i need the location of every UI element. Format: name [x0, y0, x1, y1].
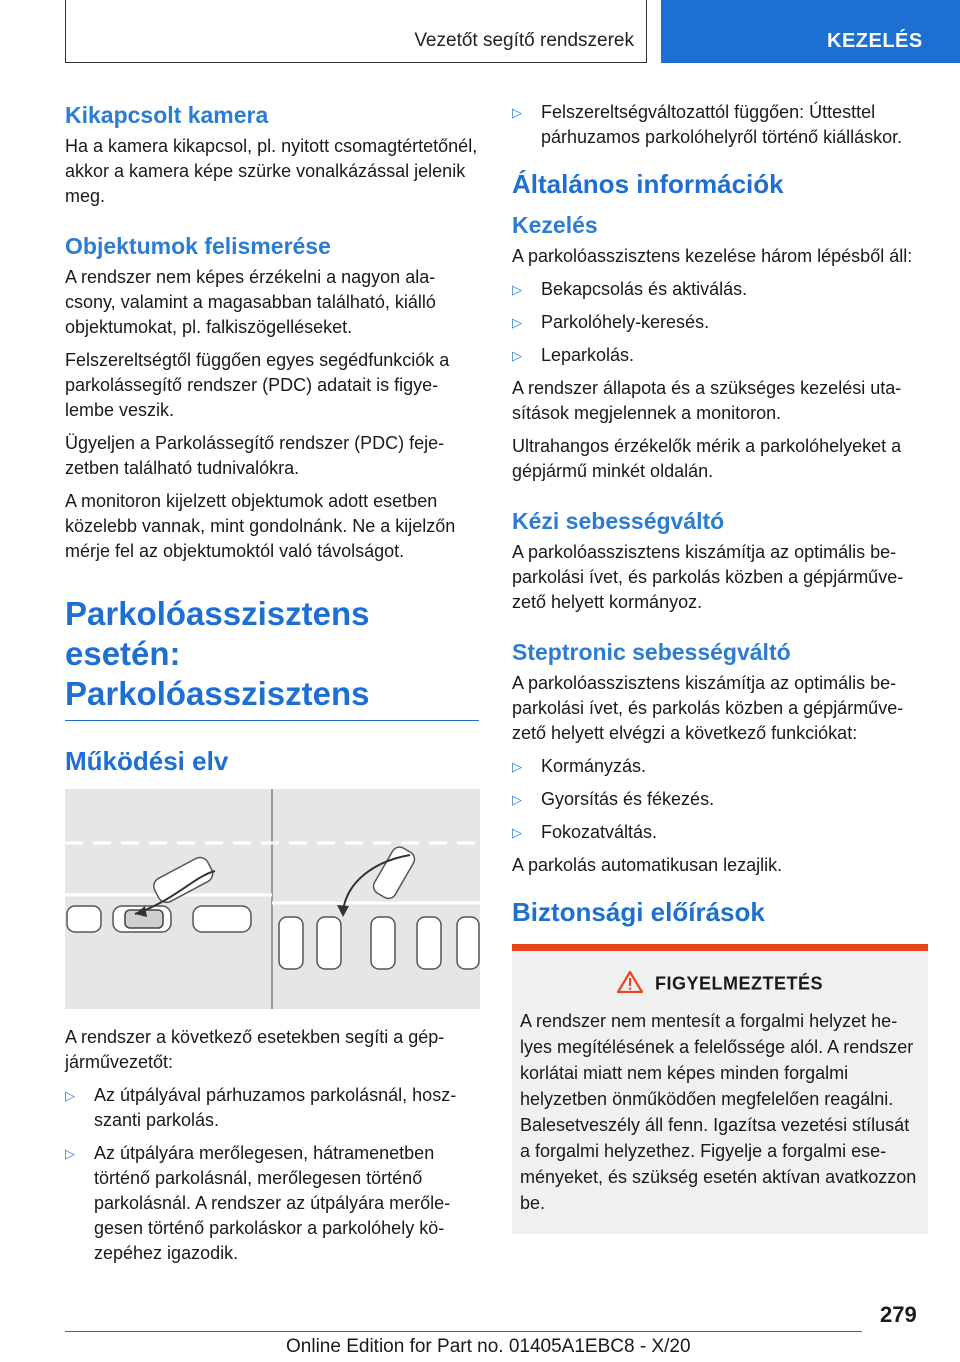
usage-list	[65, 1083, 479, 1266]
steps-list	[512, 277, 928, 368]
paragraph: Ultrahangos érzékelők mérik a parkolóhelyeket a gépjármű minkét oldalán.	[512, 436, 902, 481]
list-item: ▷ Parkolóhely-keresés.	[512, 310, 928, 335]
chapter-title-line1: Parkolóasszisztens esetén:	[65, 595, 370, 672]
triangle-bullet-icon: ▷	[512, 348, 522, 363]
warning-title: FIGYELMEZTETÉS	[654, 973, 823, 994]
triangle-bullet-icon: ▷	[65, 1088, 75, 1103]
paragraph: A rendszer a következő esetekben segíti a gépjárművezetőt:	[65, 1027, 445, 1072]
warning-triangle-icon	[617, 971, 643, 998]
list-item: ▷ Bekapcsolás és aktiválás.	[512, 277, 928, 302]
warning-text: A rendszer nem mentesít a forgalmi helyzet helyes megítélésének a felelőssége alól. A rendszer korlátai miatt nem képes minden forgalmi helyzetben önműködően megfelelően reagálni. Balesetveszély áll fenn. Igazítsa vezetési stílusát a forgalmi helyzethez. Figyelje a forgalmi eseményeket, és szükség esetén aktívan avatkozzon be.	[520, 1011, 917, 1213]
heading-altalanos-informaciok: Általános információk	[512, 169, 784, 199]
section-tab-kezeles[interactable]: KEZELÉS	[661, 0, 960, 63]
list-item: ▷ Az útpályára merőlegesen, hátramenetben történő parkolásnál, merőlegesen történő parkolásnál. A rendszer az útpályára merőlegesen történő parkoláskor a parkolóhely közepéhez igazodik.	[65, 1143, 451, 1263]
warning-bar	[512, 944, 928, 951]
list-item: ▷ Gyorsítás és fékezés.	[512, 787, 928, 812]
heading-objektumok-felismerese: Objektumok felismerése	[65, 233, 331, 259]
parking-scenario-graphic	[65, 789, 480, 1009]
list-item: ▷ Kormányzás.	[512, 754, 928, 779]
functions-list	[512, 754, 928, 845]
paragraph: A monitoron kijelzett objektumok adott esetben közelebb vannak, mint gondolnánk. Ne a kijelzőn mérje fel az objektumoktól való távolságot.	[65, 491, 456, 561]
list-item: ▷ Felszereltségváltozattól függően: Úttesttel párhuzamos parkolóhelyről történő kiálláskor.	[512, 102, 903, 147]
heading-steptronic: Steptronic sebességváltó	[512, 639, 791, 665]
footer-rule	[65, 1331, 862, 1332]
triangle-bullet-icon: ▷	[512, 315, 522, 330]
running-header-title: Vezetőt segítő rendszerek	[414, 30, 634, 51]
warning-box	[512, 951, 928, 1234]
left-column	[65, 100, 479, 1274]
heading-kikapcsolt-kamera: Kikapcsolt kamera	[65, 102, 269, 128]
triangle-bullet-icon: ▷	[512, 825, 522, 840]
paragraph: A parkolás automatikusan lezajlik.	[512, 855, 783, 875]
chapter-heading	[65, 594, 479, 721]
continued-list	[512, 100, 928, 150]
paragraph: A parkolóasszisztens kiszámítja az optimális beparkolási ívet, és parkolás közben a gépjárművezető helyett elvégzi a következő funkciókat:	[512, 673, 904, 743]
paragraph: Ha a kamera kikapcsol, pl. nyitott csomagtértetőnél, akkor a kamera képe szürke vonalkázással jelenik meg.	[65, 136, 478, 206]
warning-heading	[520, 971, 920, 998]
paragraph: A parkolóasszisztens kiszámítja az optimális beparkolási ívet, és parkolás közben a gépjárművezető helyett kormányoz.	[512, 542, 904, 612]
triangle-bullet-icon: ▷	[512, 105, 522, 120]
triangle-bullet-icon: ▷	[512, 282, 522, 297]
triangle-bullet-icon: ▷	[512, 792, 522, 807]
heading-kezi-sebessegvalto: Kézi sebességváltó	[512, 508, 725, 534]
paragraph: A rendszer nem képes érzékelni a nagyon alacsony, valamint a magasabban található, kiálló objektumokat, pl. falkiszögelléseket.	[65, 267, 436, 337]
chapter-title-line2: Parkolóasszisztens	[65, 675, 370, 712]
right-column	[512, 100, 928, 1234]
list-item: ▷ Fokozatváltás.	[512, 820, 928, 845]
heading-mukodesi-elv: Működési elv	[65, 746, 229, 776]
list-item: ▷ Leparkolás.	[512, 343, 928, 368]
list-item: ▷ Az útpályával párhuzamos parkolásnál, hoszszanti parkolás.	[65, 1085, 457, 1130]
heading-biztonsagi-eloirasok: Biztonsági előírások	[512, 897, 765, 927]
triangle-bullet-icon: ▷	[65, 1146, 75, 1161]
paragraph: Felszereltségtől függően egyes segédfunkciók a parkolássegítő rendszer (PDC) adatait is figyelembe veszik.	[65, 350, 450, 420]
paragraph: Ügyeljen a Parkolássegítő rendszer (PDC) fejezetben található tudnivalókra.	[65, 433, 445, 478]
triangle-bullet-icon: ▷	[512, 759, 522, 774]
page-number: 279	[880, 1302, 917, 1327]
parking-illustration	[65, 789, 480, 1009]
paragraph: A rendszer állapota és a szükséges kezelési utasítások megjelennek a monitoron.	[512, 378, 902, 423]
heading-kezeles: Kezelés	[512, 212, 598, 238]
paragraph: A parkolóasszisztens kezelése három lépésből áll:	[512, 246, 913, 266]
footer-edition-text: Online Edition for Part no. 01405A1EBC8 - X/20	[286, 1336, 691, 1357]
header-frame	[65, 0, 647, 63]
